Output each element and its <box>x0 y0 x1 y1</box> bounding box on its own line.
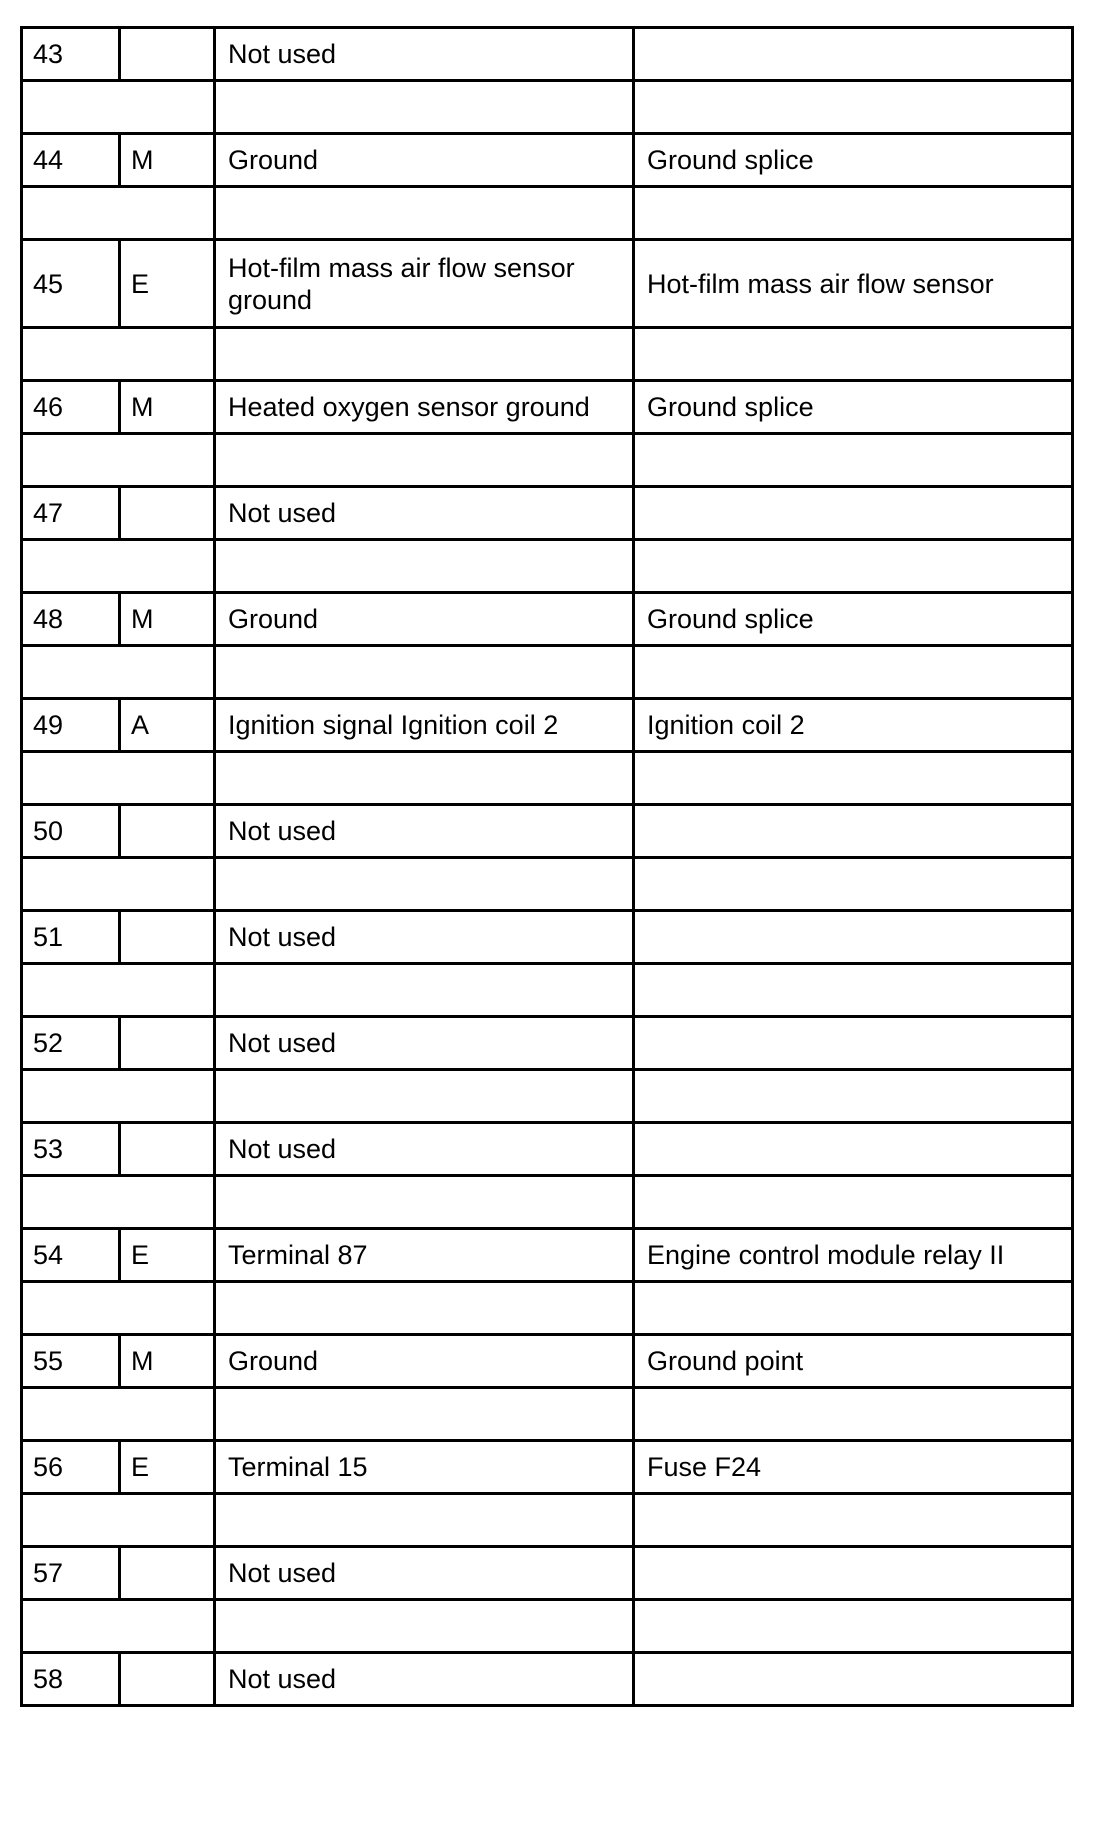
component-cell: Ignition coil 2 <box>634 699 1073 752</box>
pin-number-cell: 55 <box>22 1335 120 1388</box>
spacer-row <box>22 752 1073 805</box>
component-cell <box>634 1547 1073 1600</box>
signal-type-cell <box>120 911 215 964</box>
component-cell <box>634 487 1073 540</box>
table-row <box>22 381 1073 434</box>
function-cell: Ground <box>215 1335 634 1388</box>
spacer-row <box>22 81 1073 134</box>
pin-number-cell: 50 <box>22 805 120 858</box>
component-cell <box>634 28 1073 81</box>
component-cell <box>634 1123 1073 1176</box>
pin-number-cell: 44 <box>22 134 120 187</box>
signal-type-cell: E <box>120 1441 215 1494</box>
pin-number-cell: 47 <box>22 487 120 540</box>
pin-number-cell: 57 <box>22 1547 120 1600</box>
function-cell: Heated oxygen sensor ground <box>215 381 634 434</box>
pin-number-cell: 56 <box>22 1441 120 1494</box>
spacer-row <box>22 964 1073 1017</box>
component-cell <box>634 1653 1073 1706</box>
component-cell <box>634 805 1073 858</box>
function-cell: Not used <box>215 911 634 964</box>
table-row <box>22 1653 1073 1706</box>
function-cell: Not used <box>215 487 634 540</box>
table-row <box>22 1547 1073 1600</box>
component-cell: Ground splice <box>634 381 1073 434</box>
function-cell: Not used <box>215 1547 634 1600</box>
function-cell: Ground <box>215 593 634 646</box>
component-cell <box>634 911 1073 964</box>
signal-type-cell: A <box>120 699 215 752</box>
table-row <box>22 699 1073 752</box>
signal-type-cell: M <box>120 134 215 187</box>
pin-number-cell: 51 <box>22 911 120 964</box>
table-row <box>22 1441 1073 1494</box>
pin-number-cell: 52 <box>22 1017 120 1070</box>
table-row <box>22 911 1073 964</box>
component-cell: Fuse F24 <box>634 1441 1073 1494</box>
signal-type-cell <box>120 1123 215 1176</box>
function-cell: Terminal 87 <box>215 1229 634 1282</box>
signal-type-cell <box>120 28 215 81</box>
spacer-row <box>22 434 1073 487</box>
function-cell: Ignition signal Ignition coil 2 <box>215 699 634 752</box>
table-row <box>22 1335 1073 1388</box>
pin-table-body <box>22 28 1073 1706</box>
function-cell: Terminal 15 <box>215 1441 634 1494</box>
pin-number-cell: 43 <box>22 28 120 81</box>
table-row <box>22 28 1073 81</box>
table-row <box>22 240 1073 328</box>
pin-assignment-table <box>20 26 1074 1707</box>
spacer-row <box>22 646 1073 699</box>
function-cell: Not used <box>215 28 634 81</box>
spacer-row <box>22 1282 1073 1335</box>
spacer-row <box>22 1388 1073 1441</box>
component-cell: Hot-film mass air flow sensor <box>634 240 1073 328</box>
signal-type-cell: M <box>120 1335 215 1388</box>
signal-type-cell <box>120 1017 215 1070</box>
signal-type-cell <box>120 1547 215 1600</box>
pin-number-cell: 46 <box>22 381 120 434</box>
signal-type-cell: E <box>120 1229 215 1282</box>
spacer-row <box>22 540 1073 593</box>
signal-type-cell <box>120 1653 215 1706</box>
signal-type-cell: M <box>120 381 215 434</box>
table-row <box>22 487 1073 540</box>
pin-number-cell: 45 <box>22 240 120 328</box>
pin-number-cell: 48 <box>22 593 120 646</box>
function-cell: Ground <box>215 134 634 187</box>
pin-number-cell: 58 <box>22 1653 120 1706</box>
function-cell: Not used <box>215 1123 634 1176</box>
table-row <box>22 593 1073 646</box>
table-row <box>22 134 1073 187</box>
pin-number-cell: 49 <box>22 699 120 752</box>
component-cell: Ground splice <box>634 134 1073 187</box>
function-cell: Not used <box>215 1017 634 1070</box>
pin-number-cell: 53 <box>22 1123 120 1176</box>
spacer-row <box>22 1600 1073 1653</box>
signal-type-cell: M <box>120 593 215 646</box>
component-cell: Engine control module relay II <box>634 1229 1073 1282</box>
component-cell: Ground point <box>634 1335 1073 1388</box>
table-row <box>22 1017 1073 1070</box>
spacer-row <box>22 1494 1073 1547</box>
table-row <box>22 1229 1073 1282</box>
spacer-row <box>22 858 1073 911</box>
function-cell: Not used <box>215 1653 634 1706</box>
component-cell <box>634 1017 1073 1070</box>
function-cell: Not used <box>215 805 634 858</box>
table-row <box>22 805 1073 858</box>
component-cell: Ground splice <box>634 593 1073 646</box>
spacer-row <box>22 1070 1073 1123</box>
signal-type-cell <box>120 805 215 858</box>
pin-number-cell: 54 <box>22 1229 120 1282</box>
function-cell: Hot-film mass air flow sensor ground <box>215 240 634 328</box>
spacer-row <box>22 187 1073 240</box>
spacer-row <box>22 328 1073 381</box>
signal-type-cell: E <box>120 240 215 328</box>
spacer-row <box>22 1176 1073 1229</box>
table-row <box>22 1123 1073 1176</box>
signal-type-cell <box>120 487 215 540</box>
